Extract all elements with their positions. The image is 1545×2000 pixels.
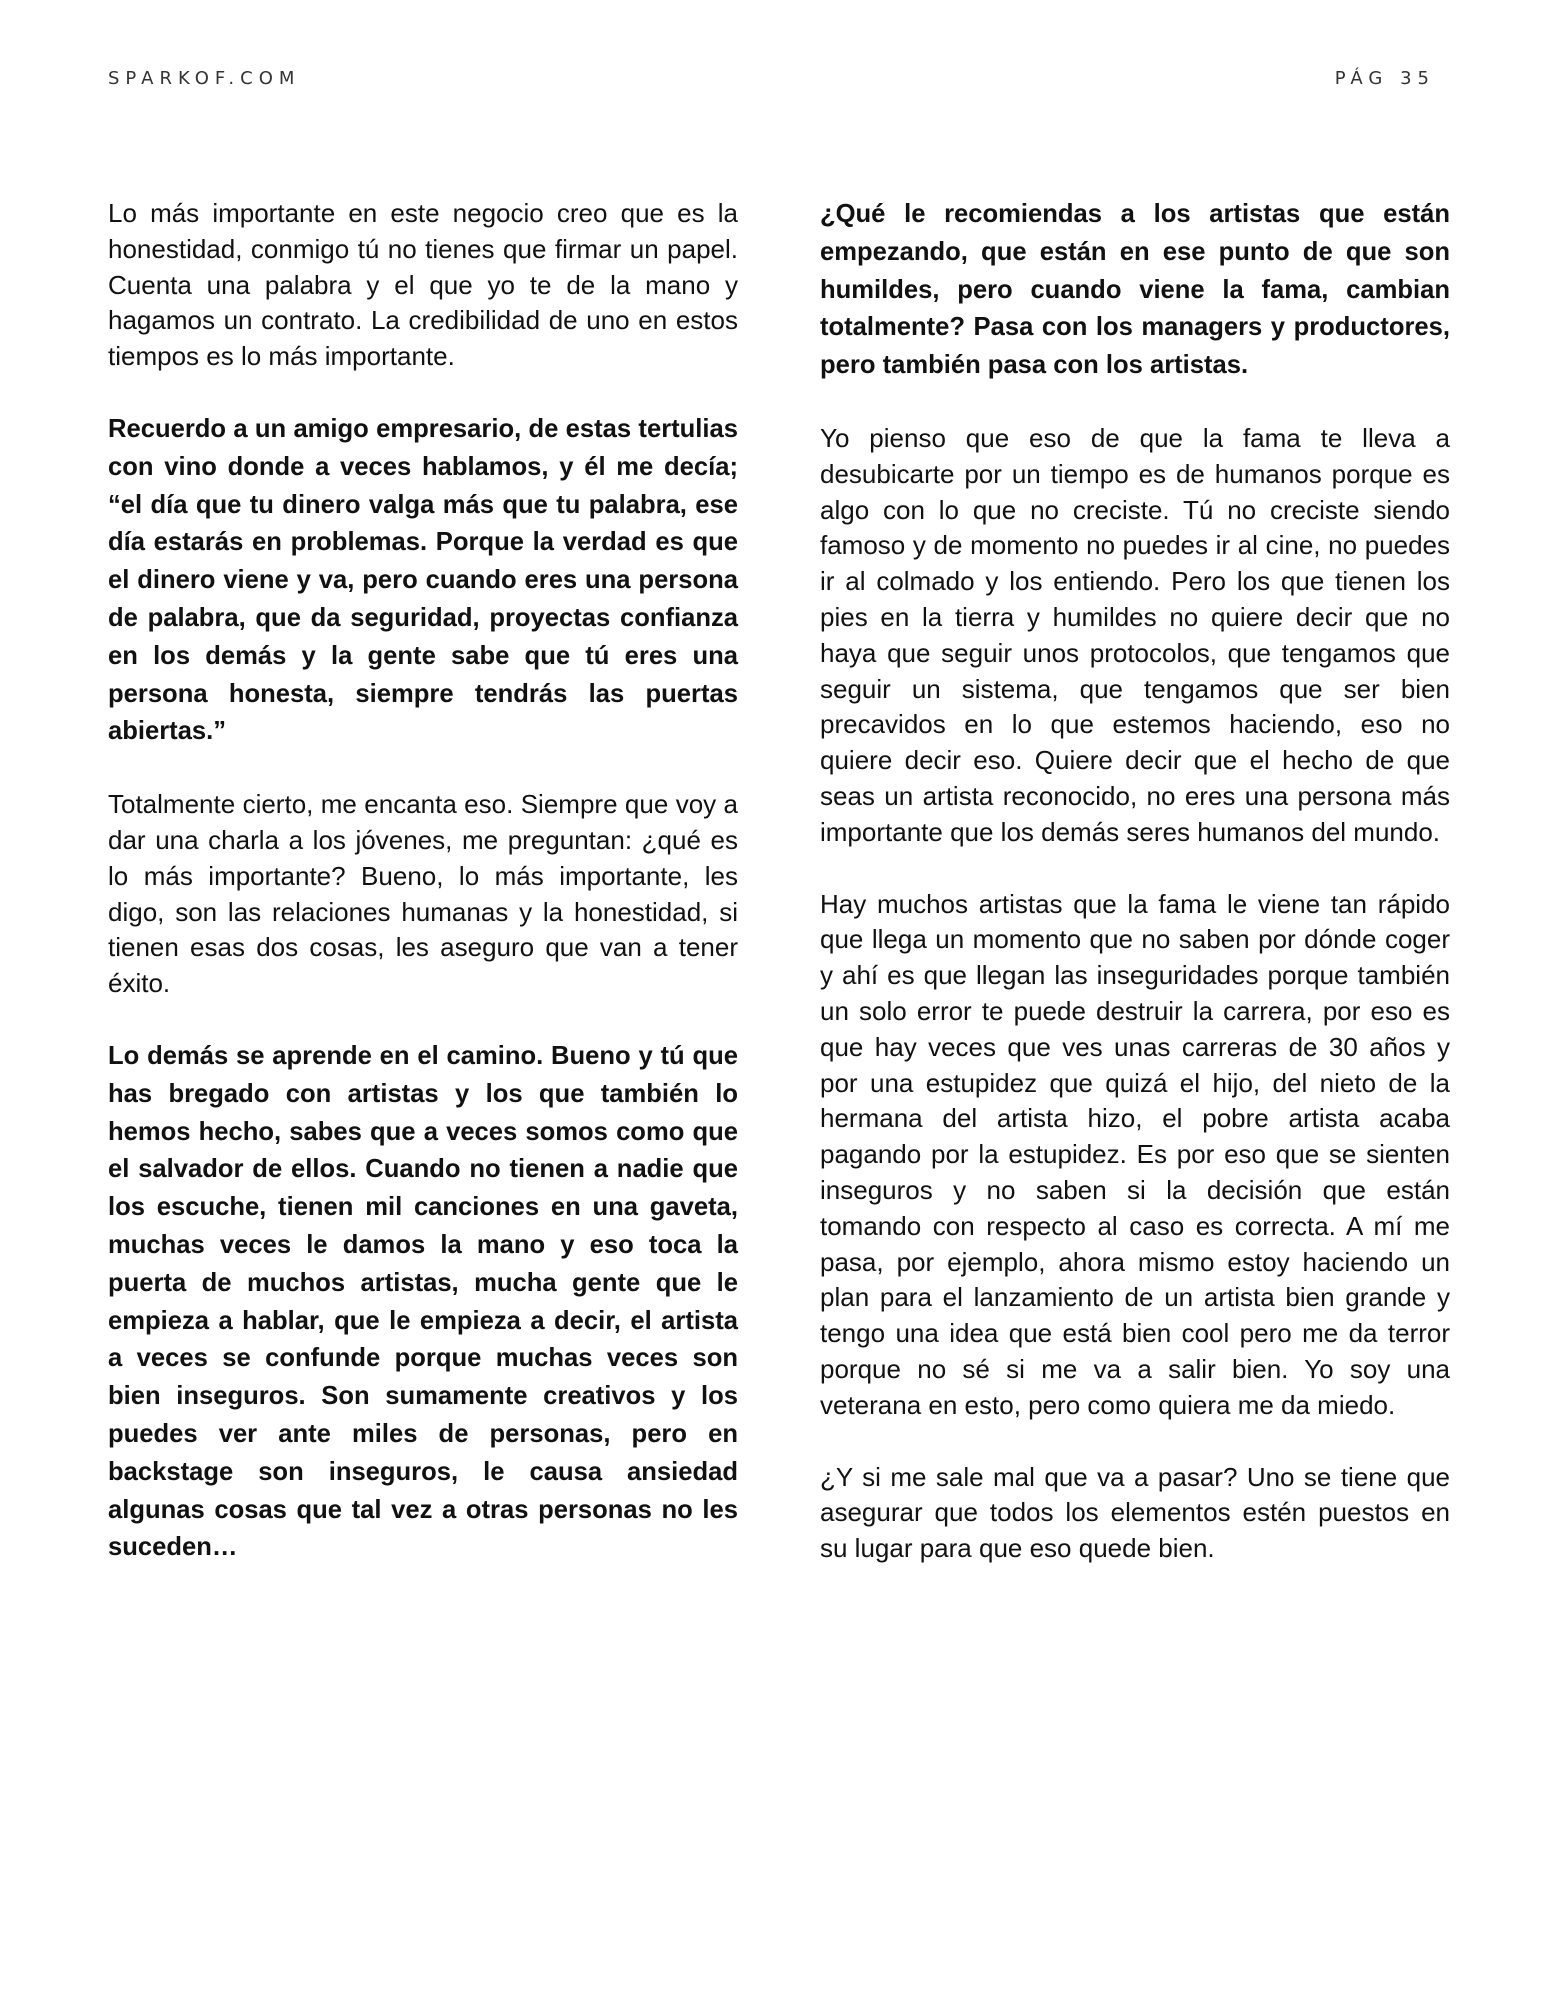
paragraph: Totalmente cierto, me encanta eso. Siempre que voy a dar una charla a los jóvenes, me preguntan: ¿qué es lo más importante? Bueno, lo más importante, les digo, son las relaciones humanas y la honestidad, si tienen esas dos cosas, les aseguro que van a tener éxito. [108, 789, 738, 999]
paragraph: Lo más importante en este negocio creo que es la honestidad, conmigo tú no tienes que firmar un papel. Cuenta una palabra y el que yo te de la mano y hagamos un contrato. La credibilidad de uno en estos tiempos es lo más importante. [108, 198, 738, 372]
page-number: PÁG 35 [1334, 68, 1435, 89]
site-name: SPARKOF.COM [108, 68, 301, 89]
left-column [108, 196, 738, 1603]
right-column [820, 196, 1450, 1603]
interview-question: ¿Qué le recomiendas a los artistas que están empezando, que están en ese punto de que son humildes, pero cuando viene la fama, cambian totalmente? Pasa con los managers y productores, pero también pasa con los artistas. [820, 200, 1450, 380]
interview-question: Recuerdo a un amigo empresario, de estas tertulias con vino donde a veces hablamos, y él me decía; “el día que tu dinero valga más que tu palabra, ese día estarás en problemas. Porque la verdad es que el dinero viene y va, pero cuando eres una persona de palabra, que da seguridad, proyectas confianza en los demás y la gente sabe que tú eres una persona honesta, siempre tendrás las puertas abiertas.” [108, 414, 738, 746]
interview-question: Lo demás se aprende en el camino. Bueno y tú que has bregado con artistas y los que también lo hemos hecho, sabes que a veces somos como que el salvador de ellos. Cuando no tienen a nadie que los escuche, tienen mil canciones en una gaveta, muchas veces le damos la mano y eso toca la puerta de muchos artistas, mucha gente que le empieza a hablar, que le empieza a decir, el artista a veces se confunde porque muchas veces son bien inseguros. Son sumamente creativos y los puedes ver ante miles de personas, pero en backstage son inseguros, le causa ansiedad algunas cosas que tal vez a otras personas no les suceden… [108, 1041, 738, 1562]
paragraph: ¿Y si me sale mal que va a pasar? Uno se tiene que asegurar que todos los elementos estén puestos en su lugar para que eso quede bien. [820, 1461, 1450, 1564]
paragraph: Hay muchos artistas que la fama le viene tan rápido que llega un momento que no saben por dónde coger y ahí es que llegan las inseguridades porque también un solo error te puede destruir la carrera, por eso es que hay veces que ves unas carreras de 30 años y por una estupidez que quizá el hijo, del nieto de la hermana del artista hizo, el pobre artista acaba pagando por la estupidez. Es por eso que se sienten inseguros y no saben si la decisión que están tomando con respecto al caso es correcta. A mí me pasa, por ejemplo, ahora mismo estoy haciendo un plan para el lanzamiento de un artista bien grande y tengo una idea que está bien cool pero me da terror porque no sé si me va a salir bien. Yo soy una veterana en esto, pero como quiera me da miedo. [820, 888, 1450, 1420]
page-header [108, 68, 1435, 92]
paragraph: Yo pienso que eso de que la fama te lleva a desubicarte por un tiempo es de humanos porque es algo con lo que no creciste. Tú no creciste siendo famoso y de momento no puedes ir al cine, no puedes ir al colmado y los entiendo. Pero los que tienen los pies en la tierra y humildes no quiere decir que no haya que seguir unos protocolos, que tengamos que seguir un sistema, que tengamos que ser bien precavidos en lo que estemos haciendo, eso no quiere decir eso. Quiere decir que el hecho de que seas un artista reconocido, no eres una persona más importante que los demás seres humanos del mundo. [820, 422, 1450, 847]
